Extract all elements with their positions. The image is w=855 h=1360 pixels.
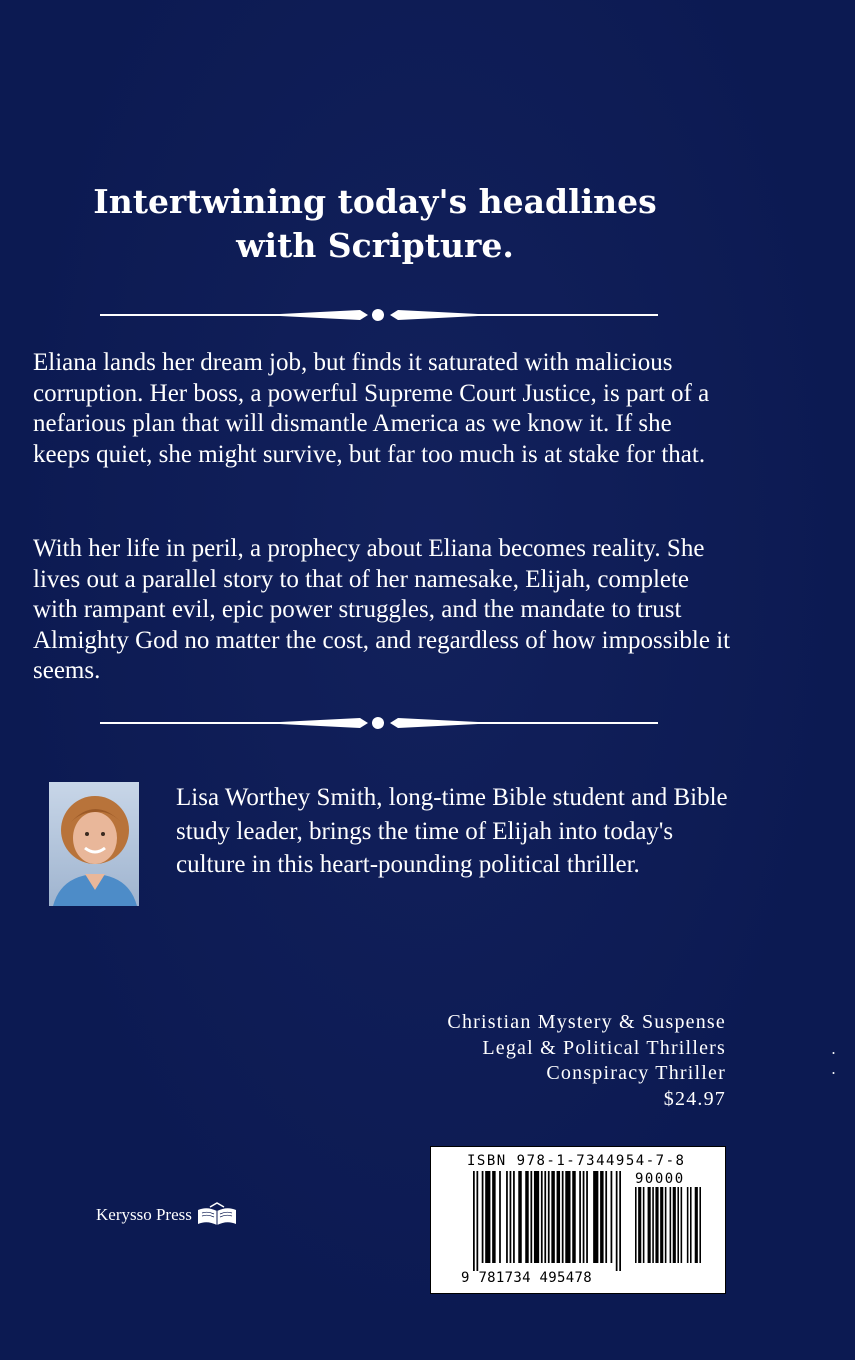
barcode-bar	[593, 1171, 598, 1263]
barcode-bar	[643, 1187, 645, 1263]
barcode-bar	[579, 1171, 581, 1263]
isbn-barcode	[430, 1146, 726, 1294]
barcode-bar	[525, 1171, 528, 1263]
tagline	[0, 180, 750, 268]
ornamental-divider-top	[100, 305, 658, 325]
price: $24.97	[663, 1087, 726, 1110]
barcode-bar	[665, 1187, 667, 1263]
blurb-paragraph-2: With her life in peril, a prophecy about Eliana becomes reality. She lives out a parallel story to that of her namesake, Elijah, complete with rampant evil, epic power struggles, and the mandate to trust Almighty God no matter the cost, and regardless of how impossible it seems.	[33, 535, 731, 684]
barcode-bar	[548, 1171, 550, 1263]
ean-barcode-bars	[473, 1171, 621, 1271]
barcode-bar	[510, 1171, 512, 1263]
ornamental-divider-middle	[100, 713, 658, 733]
barcode-bar	[670, 1187, 672, 1263]
barcode-bar	[695, 1187, 698, 1263]
barcode-bar	[541, 1171, 543, 1263]
publisher-imprint	[96, 1202, 238, 1228]
isbn-text: ISBN 978-1-7344954-7-8	[467, 1153, 686, 1169]
author-photo	[49, 782, 139, 906]
barcode-bar	[482, 1171, 484, 1263]
publisher-name: Kerysso Press	[96, 1205, 192, 1224]
barcode-bar	[652, 1187, 654, 1263]
barcode-price-code: 90000	[635, 1171, 685, 1187]
open-book-icon	[196, 1202, 238, 1228]
barcode-bar	[485, 1171, 490, 1263]
barcode-bar	[518, 1171, 521, 1263]
barcode-bar	[557, 1171, 560, 1263]
author-bio: Lisa Worthey Smith, long-time Bible student and Bible study leader, brings the time of Elijah into today's culture in this heart-pounding political thriller.	[176, 784, 728, 878]
barcode-bar	[605, 1171, 607, 1263]
barcode-bar	[681, 1187, 683, 1263]
barcode-bar	[562, 1171, 564, 1263]
barcode-bar	[673, 1187, 676, 1263]
barcode-bar	[655, 1187, 658, 1263]
tagline-line-2: with Scripture.	[236, 226, 514, 265]
barcode-bar	[586, 1171, 588, 1263]
barcode-bar	[551, 1171, 554, 1263]
barcode-bar	[690, 1187, 692, 1263]
barcode-bar	[473, 1171, 475, 1271]
tagline-line-1: Intertwining today's headlines	[93, 182, 657, 221]
barcode-bar	[635, 1187, 637, 1263]
barcode-bar	[476, 1171, 478, 1271]
barcode-bar	[513, 1171, 515, 1263]
barcode-bar	[660, 1187, 663, 1263]
barcode-bar	[565, 1171, 570, 1263]
barcode-bar	[699, 1187, 701, 1263]
barcode-bar	[583, 1171, 585, 1263]
barcode-bar	[572, 1171, 575, 1263]
categories-block	[447, 1010, 726, 1112]
barcode-bar	[506, 1171, 508, 1263]
barcode-bar	[534, 1171, 539, 1263]
category-2: Legal & Political Thrillers	[482, 1036, 726, 1059]
barcode-bar	[616, 1171, 618, 1271]
barcode-bar	[611, 1171, 613, 1263]
edge-dots	[832, 1048, 835, 1078]
barcode-bar	[530, 1171, 532, 1263]
category-1: Christian Mystery & Suspense	[447, 1011, 726, 1033]
barcode-bar	[544, 1171, 546, 1263]
ean-digits: 9 781734 495478	[461, 1270, 592, 1286]
barcode-bar	[492, 1171, 495, 1263]
barcode-bar	[677, 1187, 679, 1263]
blurb-paragraph-1: Eliana lands her dream job, but finds it saturated with malicious corruption. Her boss, a powerful Supreme Court Justice, is part of a nefarious plan that will dismantle America as we know it. If she keeps quiet, she might survive, but far too much is at stake for that.	[33, 349, 710, 468]
barcode-bar	[600, 1171, 603, 1263]
category-3: Conspiracy Thriller	[546, 1062, 726, 1084]
barcode-bar	[687, 1187, 689, 1263]
barcode-bar	[638, 1187, 641, 1263]
barcode-bar	[648, 1187, 651, 1263]
barcode-bar	[619, 1171, 621, 1271]
barcode-bar	[499, 1171, 501, 1263]
addon-barcode-bars	[635, 1187, 701, 1271]
